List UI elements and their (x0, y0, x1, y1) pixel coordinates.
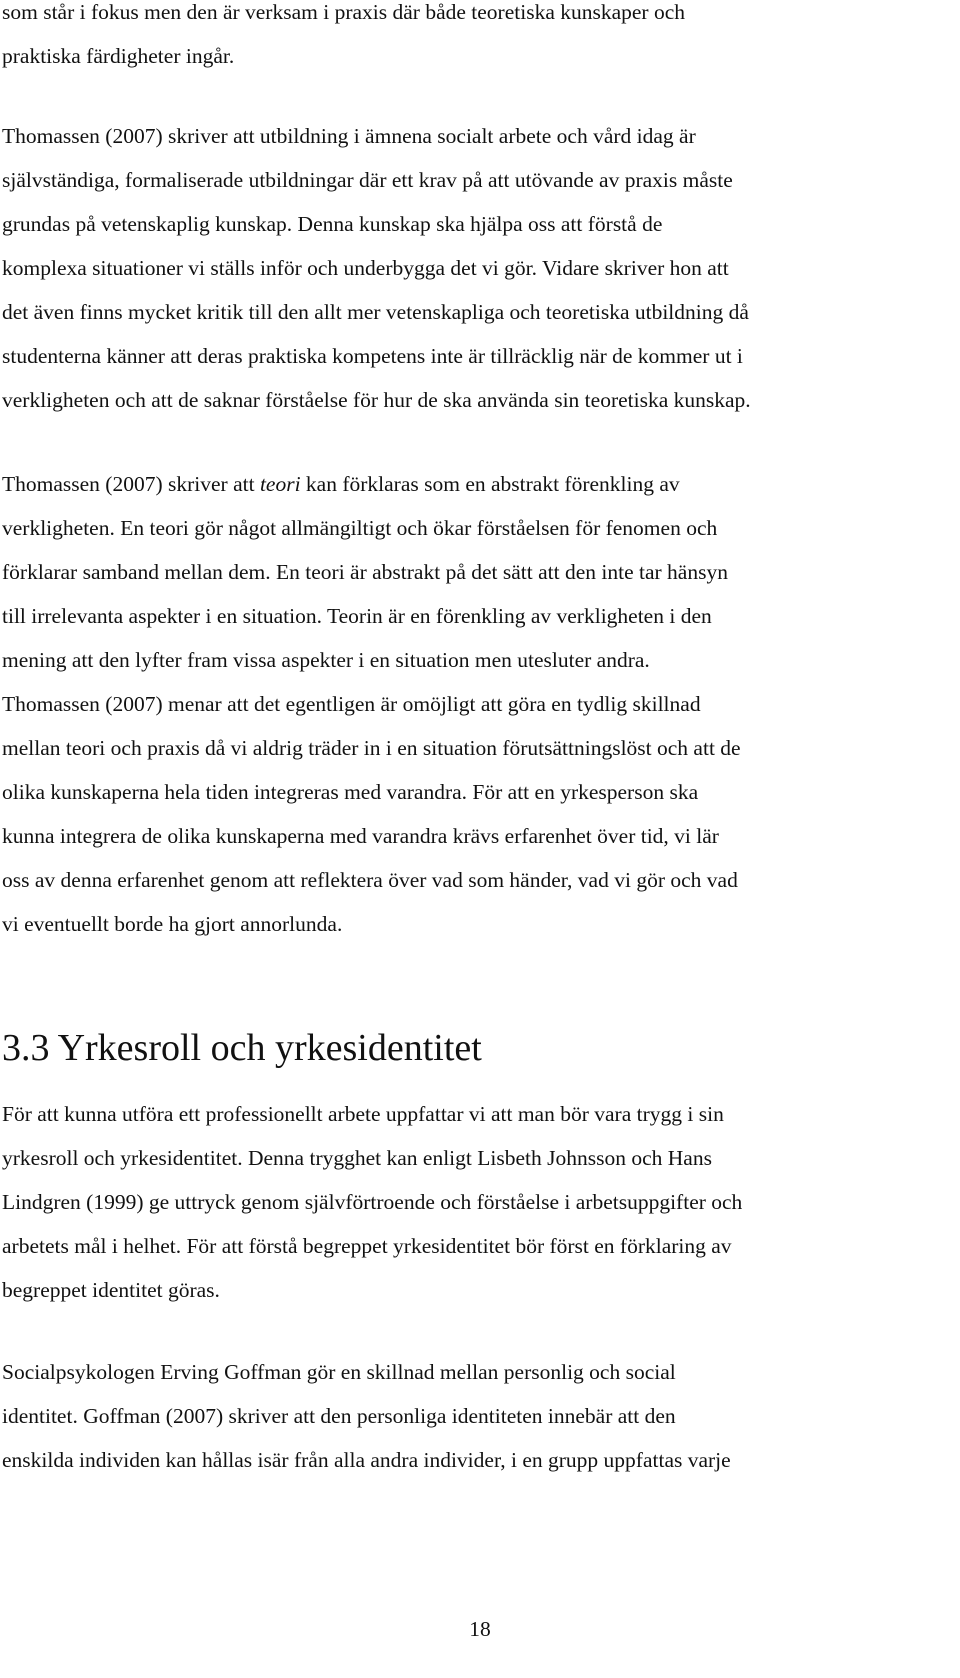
text-line: grundas på vetenskaplig kunskap. Denna kunskap ska hjälpa oss att förstå de (2, 212, 663, 236)
text-line: det även finns mycket kritik till den allt mer vetenskapliga och teoretiska utbildning då (2, 300, 749, 324)
text-line: Thomassen (2007) skriver att utbildning i ämnena socialt arbete och vård idag är (2, 124, 696, 148)
text-line: mellan teori och praxis då vi aldrig träder in i en situation förutsättningslöst och att de (2, 736, 741, 760)
page-number: 18 (469, 1617, 491, 1641)
text-line: Thomassen (2007) menar att det egentligen är omöjligt att göra en tydlig skillnad (2, 692, 701, 716)
text-line: till irrelevanta aspekter i en situation. Teorin är en förenkling av verkligheten i den (2, 604, 712, 628)
text-line: enskilda individen kan hållas isär från alla andra individer, i en grupp uppfattas varje (2, 1448, 731, 1472)
text-line: som står i fokus men den är verksam i praxis där både teoretiska kunskaper och (2, 0, 686, 24)
text-line: vi eventuellt borde ha gjort annorlunda. (2, 912, 343, 936)
text-line: oss av denna erfarenhet genom att reflektera över vad som händer, vad vi gör och vad (2, 868, 738, 892)
text-line: identitet. Goffman (2007) skriver att den personliga identiteten innebär att den (2, 1404, 676, 1428)
text-run: Thomassen (2007) skriver att (2, 472, 260, 496)
text-line: Socialpsykologen Erving Goffman gör en skillnad mellan personlig och social (2, 1360, 676, 1384)
text-run: kan förklaras som en abstrakt förenkling av (300, 472, 680, 496)
emphasized-term: teori (259, 472, 301, 496)
text-line: studenterna känner att deras praktiska kompetens inte är tillräcklig när de kommer ut i (2, 344, 743, 368)
text-line: Lindgren (1999) ge uttryck genom självförtroende och förståelse i arbetsuppgifter och (2, 1190, 743, 1214)
text-line: verkligheten och att de saknar förståelse för hur de ska använda sin teoretiska kunskap. (2, 388, 751, 412)
text-line: arbetets mål i helhet. För att förstå begreppet yrkesidentitet bör först en förklaring av (2, 1234, 732, 1258)
text-line: begreppet identitet göras. (2, 1278, 220, 1302)
text-line: förklarar samband mellan dem. En teori är abstrakt på det sätt att den inte tar hänsyn (2, 560, 728, 584)
text-line: självständiga, formaliserade utbildningar där ett krav på att utövande av praxis måste (2, 168, 733, 192)
text-line: olika kunskaperna hela tiden integreras med varandra. För att en yrkesperson ska (2, 780, 699, 804)
text-line: komplexa situationer vi ställs inför och underbygga det vi gör. Vidare skriver hon att (2, 256, 729, 280)
text-line: verkligheten. En teori gör något allmängiltigt och ökar förståelsen för fenomen och (2, 516, 718, 540)
text-line: praktiska färdigheter ingår. (2, 44, 235, 68)
text-line: yrkesroll och yrkesidentitet. Denna trygghet kan enligt Lisbeth Johnsson och Hans (2, 1146, 712, 1170)
text-line: För att kunna utföra ett professionellt arbete uppfattar vi att man bör vara trygg i sin (2, 1102, 724, 1126)
text-line: kunna integrera de olika kunskaperna med varandra krävs erfarenhet över tid, vi lär (2, 824, 719, 848)
text-line-with-emphasis (2, 470, 680, 498)
text-line: mening att den lyfter fram vissa aspekter i en situation men utesluter andra. (2, 648, 650, 672)
section-heading: 3.3 Yrkesroll och yrkesidentitet (2, 1027, 482, 1069)
